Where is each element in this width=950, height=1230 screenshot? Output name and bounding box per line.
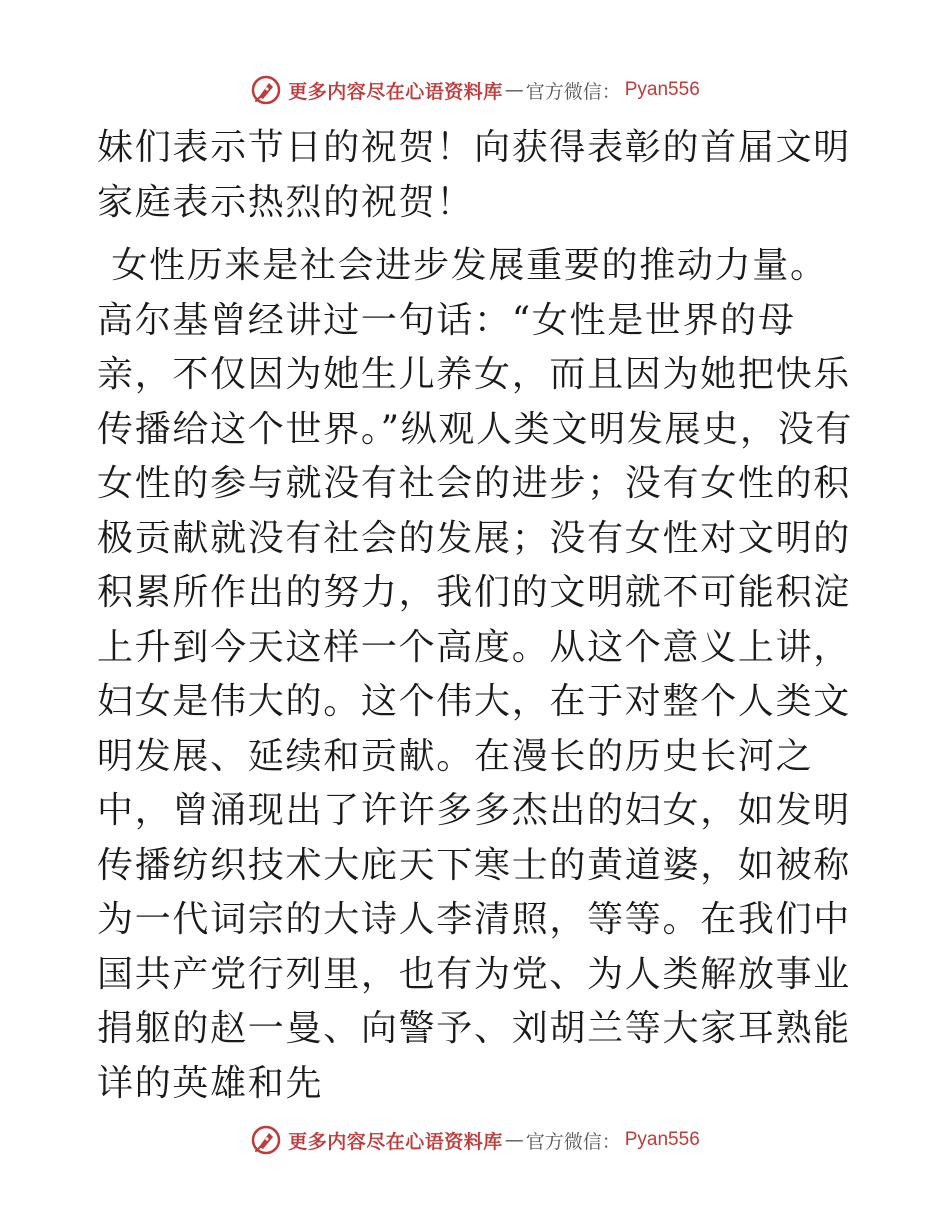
header-dash: — (504, 79, 524, 101)
footer-wechat-id: Pyan556 (624, 1129, 700, 1150)
document-body (97, 121, 857, 1111)
header-wechat-label: 官方微信： (525, 80, 621, 103)
footer-banner (0, 1120, 950, 1160)
pen-nib-logo-icon (250, 1124, 282, 1156)
footer-wechat-label: 官方微信： (525, 1130, 621, 1153)
header-brand-text: 更多内容尽在心语资料库 (288, 80, 503, 103)
paragraph-2: 女性历来是社会进步发展重要的推动力量。高尔基曾经讲过一句话：“女性是世界的母亲，不仅因为她生儿养女，而且因为她把快乐传播给这个世界。”纵观人类文明发展史，没有女性的参与就没有社会的进步；没有女性的积极贡献就没有社会的发展；没有女性对文明的积累所作出的努力，我们的文明就不可能积淀上升到今天这样一个高度。从这个意义上讲，妇女是伟大的。这个伟大，在于对整个人类文明发展、延续和贡献。在漫长的历史长河之中，曾涌现出了许许多多杰出的妇女，如发明传播纺织技术大庇天下寒士的黄道婆，如被称为一代词宗的大诗人李清照，等等。在我们中国共产党行列里，也有为党、为人类解放事业捐躯的赵一曼、向警予、刘胡兰等大家耳熟能详的英雄和先 (97, 245, 854, 1104)
pen-nib-logo-icon (250, 74, 282, 106)
header-wechat-id: Pyan556 (624, 79, 700, 100)
paragraph-1: 妹们表示节日的祝贺！向获得表彰的首届文明家庭表示热烈的祝贺！ (97, 127, 852, 223)
footer-brand-text: 更多内容尽在心语资料库 (288, 1130, 503, 1153)
footer-dash: — (504, 1129, 524, 1151)
header-banner (0, 70, 950, 110)
